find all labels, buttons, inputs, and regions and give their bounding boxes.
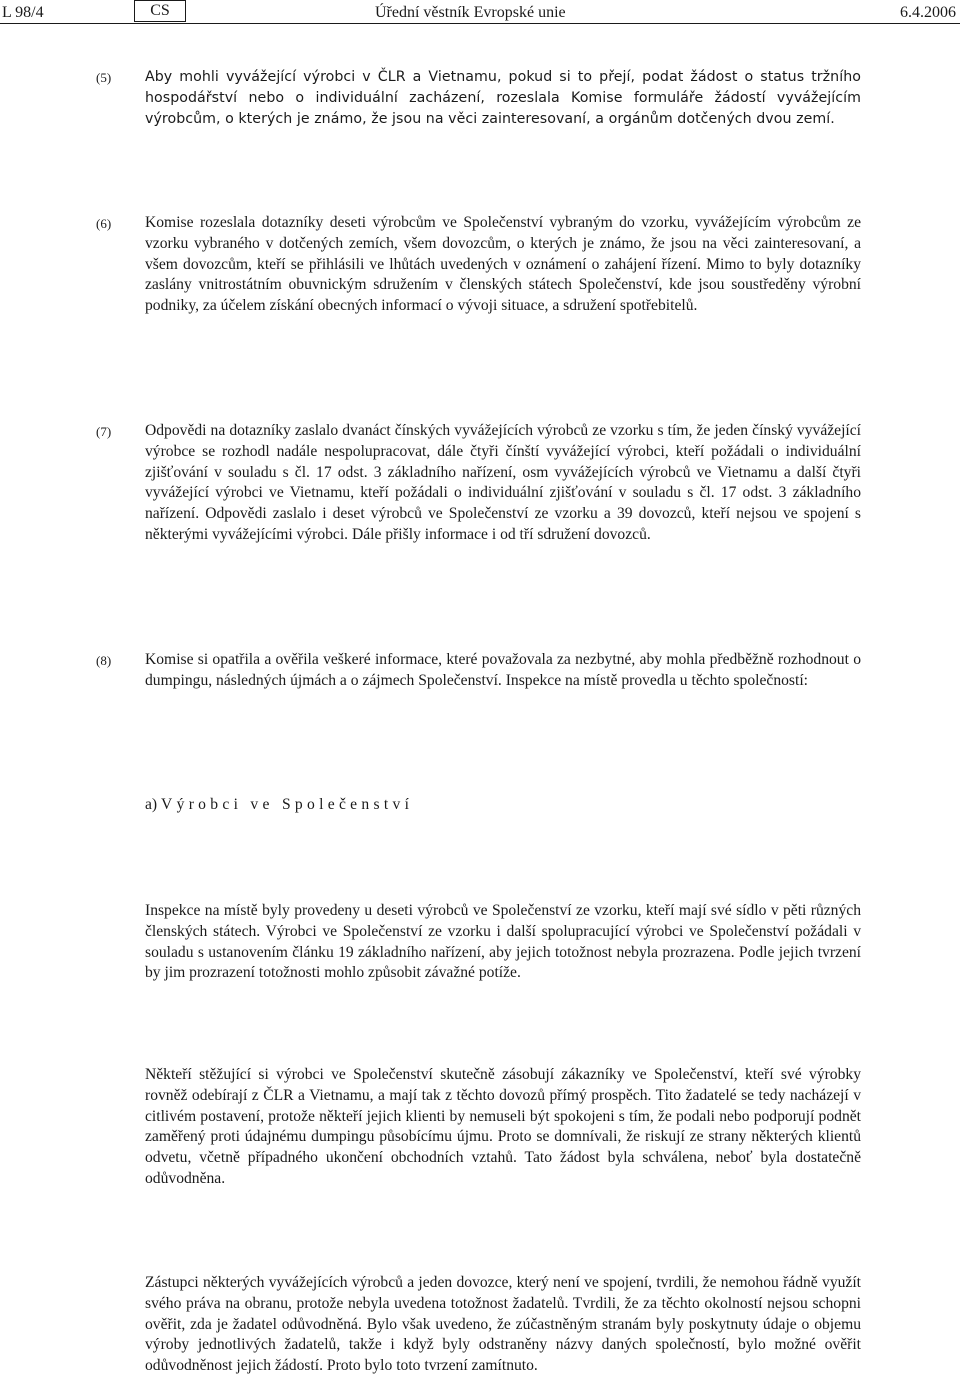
subsection-prefix: a) [145,796,158,813]
journal-title: Úřední věstník Evropské unie [375,4,566,21]
body-paragraph: Zástupci některých vyvážejících výrobců a jeden dovozce, který není ve spojení, tvrdili, že nemohou řádně využít svého práva na obranu, protože nebyla uvedena totožnost žadatelů. Tvrdili, že za těchto okolností nejsou schopni ověřit, zda je žadatel odůvodněná. Bylo však uvedeno, že zúčastněným stranám byly poskytnuty údaje o objemu výroby jednotlivých žadatelů, takže i když byly odstraněny názvy daných společností, bylo možné ověřit odůvodněnost jejich žádostí. Proto bylo toto tvrzení zamítnuto. [145,1274,861,1375]
page-number: L 98/4 [2,4,44,21]
language-code-box: CS [134,0,186,22]
body-paragraph: Někteří stěžující si výrobci ve Společenství skutečně zásobují zákazníky ve Společenství, kteří své výrobky rovněž odebírají z ČLR a Vietnamu, a mají tak z těchto dovozů přímý prospěch. Tito žadatelé se tedy nacházejí v citlivém postavení, protože někteří jejich klienti by nemuseli být spokojeni s tím, že podali nebo podporují podnět zaměřený proti údajnému dumpingu působícímu újmu. Proto se domnívali, že riskují ze strany některých klientů odvetu, včetně případného ukončení obchodních vztahů. Tato žádost byla schválena, neboť byla dostatečně odůvodněna. [145,1066,861,1187]
paragraph-number: (8) [96,653,112,668]
publication-date: 6.4.2006 [900,4,956,21]
paragraph-number: (5) [96,70,112,85]
paragraph-number: (6) [96,216,112,231]
paragraph-number: (7) [96,424,112,439]
paragraph-text: Odpovědi na dotazníky zaslalo dvanáct čínských vyvážejících výrobců ze vzorku s tím, že jeden čínský vyvážející výrobce se rozhodl nadále nespolupracovat, dále čtyři čínští vyvážející výrobci, kteří požádali o individuální zjišťování v souladu s čl. 17 odst. 3 základního nařízení, osm vyvážejících výrobců ve Vietnamu a další čtyři vyvážející výrobci ve Vietnamu, kteří požádali o individuální zjišťování v souladu s čl. 17 odst. 3 základního nařízení. Odpovědi zaslalo i deset výrobců ve Společenství ze vzorku a 39 dovozců, kteří nejsou ve spojení s některými vyvážejícími výrobci. Dále přišly informace i od tří sdružení dovozců. [145,422,861,543]
paragraph-text: Komise rozeslala dotazníky deseti výrobcům ve Společenství vybraným do vzorku, vyvážejícím výrobcům ze vzorku vybraného v dotčených zemích, všem dovozcům, o kterých je známo, že jsou na věci zainteresovaní, a všem dovozcům, kteří se přihlásili ve lhůtách uvedených v oznámení o zahájení řízení. Mimo to byly dotazníky zaslány vnitrostátním obuvnickým sdružením v členských státech Společenství, kde jsou soustředěny výrobní podniky, za účelem získání obecných informací o vývoji situace, a sdružení spotřebitelů. [145,214,861,315]
subsection-title: Výrobci ve Společenství [161,796,414,813]
paragraph-text: Komise si opatřila a ověřila veškeré informace, které považovala za nezbytné, aby mohla předběžně rozhodnout o dumpingu, následných újmách a o zájmech Společenství. Inspekce na místě provedla u těchto společností: [145,651,861,689]
subsection-heading [145,795,413,816]
header-rule [0,23,960,24]
body-paragraph: Inspekce na místě byly provedeny u deseti výrobců ve Společenství ze vzorku, kteří mají své sídlo v pěti různých členských státech. Výrobci ve Společenství ze vzorku i další spolupracující výrobci ve Společenství požádali v souladu s ustanovením článku 19 základního nařízení, aby jejich totožnost nebyla prozrazena. Podle jejich tvrzení by jim prozrazení totožnosti mohlo způsobit závažné potíže. [145,902,861,982]
paragraph-text: Aby mohli vyvážející výrobci v ČLR a Vietnamu, pokud si to přejí, podat žádost o status tržního hospodářství nebo o individuální zacházení, rozeslala Komise formuláře žádostí vyvážejícím výrobcům, o kterých je známo, že jsou na věci zainteresovaní, a orgánům dotčených dvou zemí. [145,69,861,127]
